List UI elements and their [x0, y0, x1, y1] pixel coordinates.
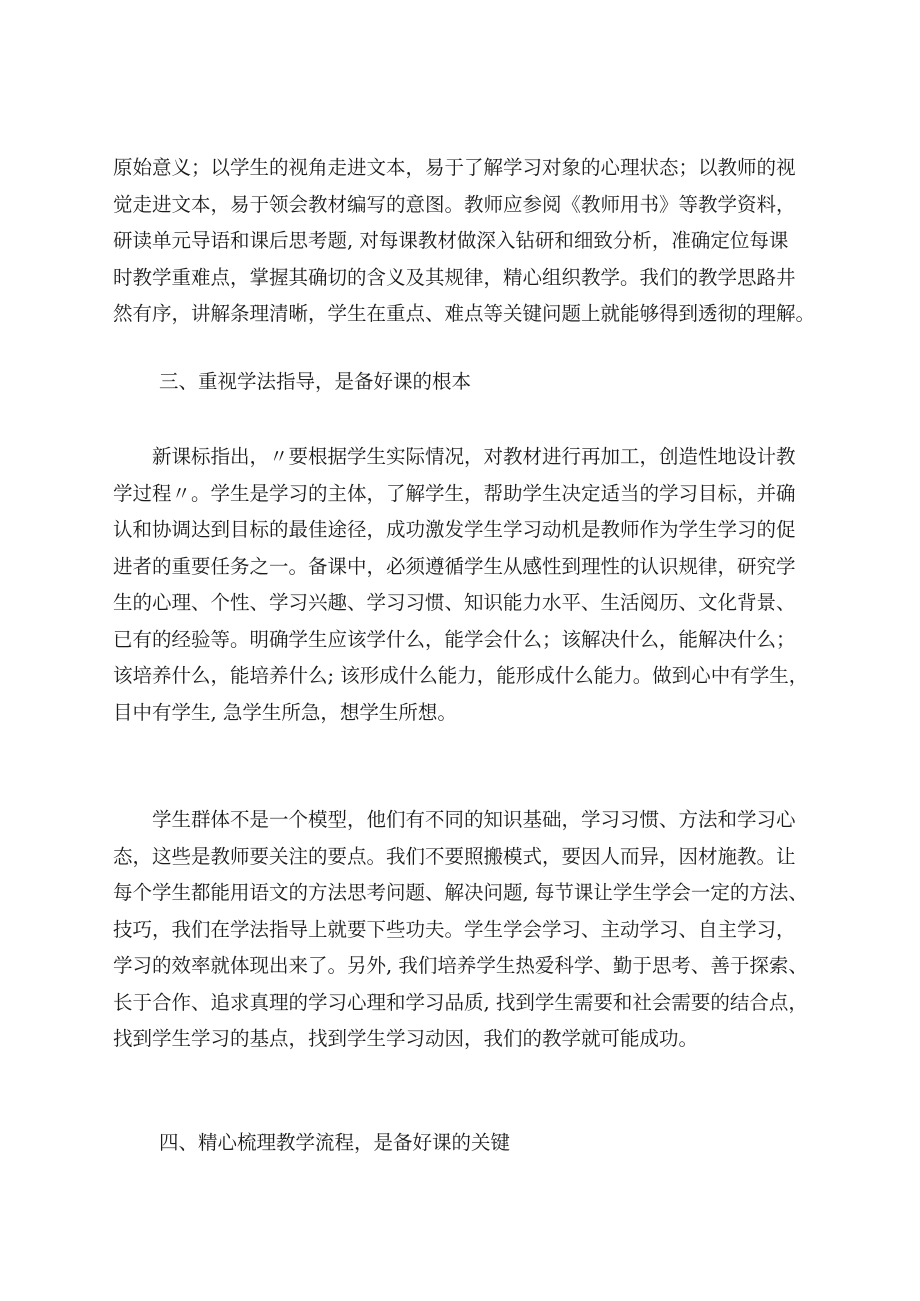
paragraph-line: 技巧，我们在学法指导上就要下些功夫。学生学会学习、主动学习、自主学习， — [113, 917, 796, 941]
paragraph-3 — [113, 802, 820, 1058]
paragraph-line: 该培养什么，能培养什么; 该形成什么能力，能形成什么能力。做到心中有学生， — [113, 664, 809, 687]
section-heading-4: 四、精心梳理教学流程，是备好课的关键 — [159, 1131, 511, 1154]
paragraph-line: 学过程〃。学生是学习的主体，了解学生，帮助学生决定适当的学习目标，并确 — [113, 481, 796, 505]
paragraph-line: 生的心理、个性、学习兴趣、学习习惯、知识能力水平、生活阅历、文化背景、 — [113, 591, 796, 614]
paragraph-line: 进者的重要任务之一。备课中，必须遵循学生从感性到理性的认识规律，研究学 — [113, 554, 796, 578]
paragraph-2 — [113, 439, 820, 731]
paragraph-line: 时教学重难点，掌握其确切的含义及其规律，精心组织教学。我们的教学思路井 — [113, 265, 796, 289]
paragraph-line: 原始意义；以学生的视角走进文本，易于了解学习对象的心理状态；以教师的视 — [113, 156, 796, 179]
paragraph-line: 找到学生学习的基点，找到学生学习动因，我们的教学就可能成功。 — [113, 1027, 699, 1050]
paragraph-line: 研读单元导语和课后思考题, 对每课教材做深入钻研和细致分析，准确定位每课 — [113, 229, 789, 252]
paragraph-line: 新课标指出，〃要根据学生实际情况，对教材进行再加工，创造性地设计教 — [113, 445, 796, 468]
paragraph-line: 学生群体不是一个模型，他们有不同的知识基础，学习习惯、方法和学习心 — [113, 808, 796, 831]
paragraph-line: 已有的经验等。明确学生应该学什么，能学会什么；该解决什么，能解决什么； — [113, 627, 796, 651]
paragraph-line: 态，这些是教师要关注的要点。我们不要照搬模式，要因人而异，因材施教。让 — [113, 844, 796, 868]
paragraph-line: 每个学生都能用语文的方法思考问题、解决问题, 每节课让学生学会一定的方法、 — [113, 881, 808, 904]
paragraph-line: 学习的效率就体现出来了。另外, 我们培养学生热爱科学、勤于思考、善于探索、 — [113, 954, 808, 977]
paragraph-line: 觉走进文本，易于领会教材编写的意图。教师应参阅《教师用书》等教学资料， — [113, 192, 796, 216]
section-heading-3: 三、重视学法指导，是备好课的根本 — [159, 370, 472, 393]
paragraph-line: 认和协调达到目标的最佳途径，成功激发学生学习动机是教师作为学生学习的促 — [113, 518, 796, 541]
paragraph-line: 然有序，讲解条理清晰，学生在重点、难点等关键问题上就能够得到透彻的理解。 — [113, 302, 816, 325]
paragraph-line: 长于合作、追求真理的学习心理和学习品质, 找到学生需要和社会需要的结合点， — [113, 990, 808, 1014]
paragraph-1 — [113, 150, 820, 333]
paragraph-line: 目中有学生, 急学生所急，想学生所想。 — [113, 700, 457, 724]
